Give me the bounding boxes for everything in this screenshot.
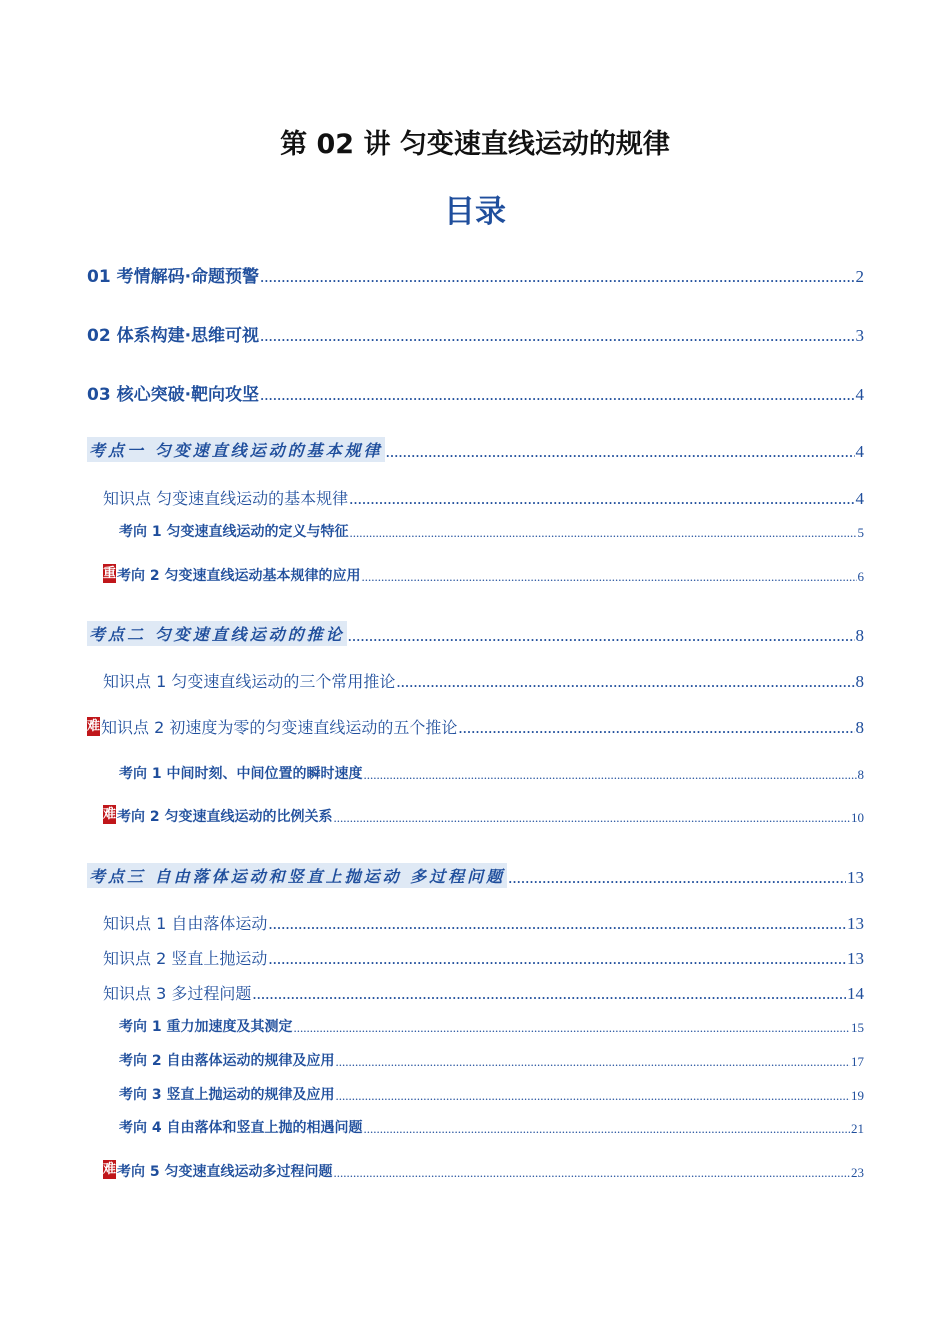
dot-leader — [260, 267, 854, 287]
toc-entry-label: 考向 4 自由落体和竖直上抛的相遇问题 — [119, 1120, 363, 1136]
dot-leader — [260, 385, 854, 405]
toc-entry-kaodian-1[interactable] — [87, 437, 864, 462]
toc-entry-zhishidian-1[interactable] — [103, 911, 864, 934]
toc-entry-label: 02 体系构建·思维可视 — [87, 326, 260, 346]
dot-leader — [364, 767, 857, 783]
toc-entry-kaoxiang-5[interactable] — [103, 1161, 864, 1181]
toc-page-number: 23 — [851, 1165, 864, 1180]
difficult-badge: 难 — [103, 807, 117, 822]
toc-page-number: 21 — [851, 1121, 864, 1136]
toc-page-number: 2 — [855, 267, 864, 286]
toc-entry-label: 考向 1 重力加速度及其测定 — [119, 1019, 293, 1035]
toc-entry-zhishidian-2[interactable] — [103, 946, 864, 969]
toc-page-number: 6 — [857, 569, 864, 584]
dot-leader — [268, 949, 846, 969]
toc-entry-kaoxiang-1[interactable] — [119, 763, 864, 783]
toc-entry-kaoxiang-4[interactable] — [119, 1117, 864, 1137]
toc-page-number: 13 — [847, 868, 864, 887]
toc-page-number: 8 — [857, 767, 864, 782]
dot-leader — [396, 672, 854, 692]
dot-leader — [349, 489, 854, 509]
toc-entry-label: 考向 1 匀变速直线运动的定义与特征 — [119, 524, 349, 540]
toc-page-number: 4 — [855, 489, 864, 508]
toc-entry-label: 考向 1 中间时刻、中间位置的瞬时速度 — [119, 766, 363, 782]
toc-entry-label: 知识点 1 匀变速直线运动的三个常用推论 — [103, 672, 396, 691]
toc-page-number: 8 — [855, 672, 864, 691]
dot-leader — [508, 868, 846, 888]
dot-leader — [336, 1054, 851, 1070]
toc-page-number: 3 — [855, 326, 864, 345]
toc-entry-zhishidian-2[interactable] — [87, 715, 864, 738]
dot-leader — [260, 326, 854, 346]
toc-heading: 目录 — [444, 194, 506, 230]
toc-entry-label: 考点一 匀变速直线运动的基本规律 — [87, 437, 385, 462]
dot-leader — [386, 442, 855, 462]
toc-entry-kaoxiang-2[interactable] — [119, 1050, 864, 1070]
dot-leader — [364, 1121, 851, 1137]
toc-entry-zhishidian-1[interactable] — [103, 669, 864, 692]
toc-entry-label: 知识点 2 竖直上抛运动 — [103, 949, 268, 968]
dot-leader — [334, 810, 850, 826]
toc-entry-label: 考点二 匀变速直线运动的推论 — [87, 621, 347, 646]
toc-entry-label: 考点三 自由落体运动和竖直上抛运动 多过程问题 — [87, 863, 507, 888]
toc-page-number: 4 — [855, 442, 864, 461]
toc-page-number: 5 — [857, 525, 864, 540]
dot-leader — [294, 1020, 851, 1036]
toc-entry-label: 考向 2 匀变速直线运动的比例关系 — [117, 809, 333, 825]
toc-page-number: 8 — [855, 718, 864, 737]
toc-entry-label: 03 核心突破·靶向攻坚 — [87, 385, 260, 405]
key-point-badge: 重 — [103, 566, 117, 581]
toc-entry-label: 考向 5 匀变速直线运动多过程问题 — [117, 1164, 333, 1180]
toc-entry-kaoxiang-3[interactable] — [119, 1084, 864, 1104]
lecture-title: 第 02 讲 匀变速直线运动的规律 — [280, 129, 670, 160]
dot-leader — [336, 1088, 851, 1104]
toc-page-number: 19 — [851, 1088, 864, 1103]
dot-leader — [350, 525, 857, 541]
difficult-badge: 难 — [87, 719, 101, 734]
toc-entry-kaodian-2[interactable] — [87, 621, 864, 646]
toc-entry-kaoxiang-1[interactable] — [119, 521, 864, 541]
toc-entry-section-02[interactable] — [87, 321, 864, 346]
toc-entry-label: 考向 3 竖直上抛运动的规律及应用 — [119, 1087, 335, 1103]
toc-entry-label: 考向 2 自由落体运动的规律及应用 — [119, 1053, 335, 1069]
toc-entry-label: 知识点 2 初速度为零的匀变速直线运动的五个推论 — [101, 718, 458, 737]
toc-entry-section-01[interactable] — [87, 262, 864, 287]
dot-leader — [334, 1165, 850, 1181]
toc-entry-kaodian-3[interactable] — [87, 863, 864, 888]
toc-entry-label: 01 考情解码·命题预警 — [87, 267, 260, 287]
toc-page-number: 13 — [847, 914, 864, 933]
toc-entry-kaoxiang-2[interactable] — [103, 806, 864, 826]
toc-page-number: 13 — [847, 949, 864, 968]
toc-page-number: 10 — [851, 810, 864, 825]
toc-page-number: 15 — [851, 1020, 864, 1035]
toc-entry-label: 考向 2 匀变速直线运动基本规律的应用 — [117, 568, 361, 584]
toc-entry-label: 知识点 3 多过程问题 — [103, 984, 252, 1003]
toc-entry-kaoxiang-2[interactable] — [103, 565, 864, 585]
dot-leader — [268, 914, 846, 934]
toc-page-number: 4 — [855, 385, 864, 404]
dot-leader — [348, 626, 855, 646]
toc-entry-label: 知识点 1 自由落体运动 — [103, 914, 268, 933]
toc-entry-zhishidian[interactable] — [103, 486, 864, 509]
toc-page-number: 17 — [851, 1054, 864, 1069]
dot-leader — [362, 569, 857, 585]
toc-entry-section-03[interactable] — [87, 380, 864, 405]
toc-entry-kaoxiang-1[interactable] — [119, 1016, 864, 1036]
dot-leader — [458, 718, 854, 738]
difficult-badge: 难 — [103, 1162, 117, 1177]
toc-entry-label: 知识点 匀变速直线运动的基本规律 — [103, 489, 349, 508]
toc-page-number: 8 — [855, 626, 864, 645]
toc-page-number: 14 — [847, 984, 864, 1003]
dot-leader — [252, 984, 846, 1004]
toc-entry-zhishidian-3[interactable] — [103, 981, 864, 1004]
